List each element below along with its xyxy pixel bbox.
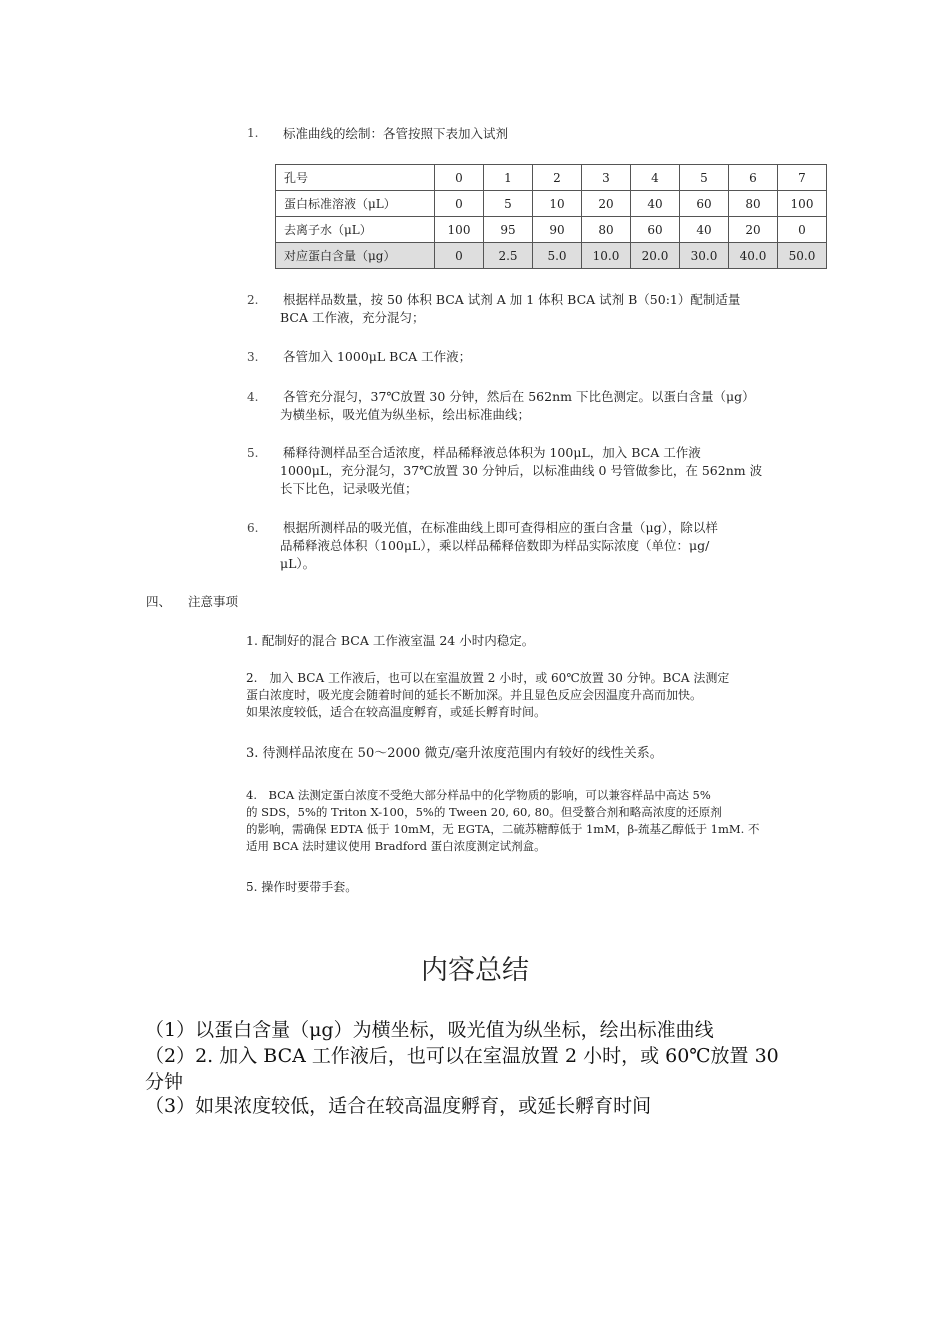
table-cell: 7 xyxy=(778,165,827,191)
step-text: 品稀释液总体积（100μL），乘以样品稀释倍数即为样品实际浓度（单位：μg/ xyxy=(280,538,710,553)
table-cell: 0 xyxy=(435,243,484,269)
note-item: 5. 操作时要带手套。 xyxy=(246,880,358,894)
table-row xyxy=(276,243,827,269)
summary-line: （2）2. 加入 BCA 工作液后，也可以在室温放置 2 小时，或 60℃放置 30 xyxy=(145,1045,779,1067)
table-cell: 5.0 xyxy=(533,243,582,269)
note-item: 如果浓度较低，适合在较高温度孵育，或延长孵育时间。 xyxy=(246,705,547,719)
summary-line: 分钟 xyxy=(145,1071,184,1093)
note-item: 3. 待测样品浓度在 50～2000 微克/毫升浓度范围内有较好的线性关系。 xyxy=(246,746,663,761)
table-cell: 30.0 xyxy=(680,243,729,269)
table-cell: 0 xyxy=(435,165,484,191)
row-label: 蛋白标准溶液（μL） xyxy=(276,191,435,217)
table-cell: 0 xyxy=(778,217,827,243)
table-cell: 0 xyxy=(435,191,484,217)
row-label: 对应蛋白含量（μg） xyxy=(276,243,435,269)
step-number: 6. xyxy=(247,521,259,535)
table-cell: 60 xyxy=(680,191,729,217)
table-cell: 90 xyxy=(533,217,582,243)
table-cell: 95 xyxy=(484,217,533,243)
summary-line: （1）以蛋白含量（μg）为横坐标，吸光值为纵坐标，绘出标准曲线 xyxy=(145,1019,714,1041)
note-item: 的影响，需确保 EDTA 低于 10mM，无 EGTA，二硫苏糖醇低于 1mM，β-巯基乙醇低于 1mM. 不 xyxy=(246,822,760,836)
step-number: 1. xyxy=(247,126,259,140)
step-text: 长下比色，记录吸光值； xyxy=(280,481,418,496)
note-item: 适用 BCA 法时建议使用 Bradford 蛋白浓度测定试剂盒。 xyxy=(246,839,546,853)
step-number: 2. xyxy=(247,293,259,307)
section-title: 注意事项 xyxy=(188,594,239,609)
row-label: 孔号 xyxy=(276,165,435,191)
table-cell: 40.0 xyxy=(729,243,778,269)
table-cell: 4 xyxy=(631,165,680,191)
section-number: 四、 xyxy=(146,594,172,609)
summary-title: 内容总结 xyxy=(421,955,529,986)
table-cell: 5 xyxy=(484,191,533,217)
step-text: BCA 工作液，充分混匀； xyxy=(280,310,425,325)
step-text: 根据所测样品的吸光值，在标准曲线上即可查得相应的蛋白含量（μg），除以样 xyxy=(283,520,718,535)
step-text: 1000μL，充分混匀，37℃放置 30 分钟后，以标准曲线 0 号管做参比，在 562nm 波 xyxy=(280,463,763,478)
step-text: 标准曲线的绘制：各管按照下表加入试剂 xyxy=(283,126,509,141)
table-cell: 100 xyxy=(435,217,484,243)
table-cell: 2 xyxy=(533,165,582,191)
note-item: 4. BCA 法测定蛋白浓度不受绝大部分样品中的化学物质的影响，可以兼容样品中高达 5% xyxy=(246,788,711,802)
step-number: 5. xyxy=(247,446,259,460)
table-cell: 10.0 xyxy=(582,243,631,269)
table-cell: 40 xyxy=(631,191,680,217)
step-text: μL）。 xyxy=(280,556,316,571)
table-cell: 6 xyxy=(729,165,778,191)
table-cell: 60 xyxy=(631,217,680,243)
table-row xyxy=(276,191,827,217)
table-cell: 20 xyxy=(582,191,631,217)
note-item: 的 SDS，5%的 Triton X-100，5%的 Tween 20, 60, 80。但受螯合剂和略高浓度的还原剂 xyxy=(246,805,722,819)
summary-line: （3）如果浓度较低，适合在较高温度孵育，或延长孵育时间 xyxy=(145,1095,652,1117)
table-cell: 3 xyxy=(582,165,631,191)
note-item: 蛋白浓度时，吸光度会随着时间的延长不断加深。并且显色反应会因温度升高而加快。 xyxy=(246,688,703,702)
step-text: 各管加入 1000μL BCA 工作液； xyxy=(283,349,472,364)
step-number: 3. xyxy=(247,350,259,364)
table-row xyxy=(276,217,827,243)
table-cell: 5 xyxy=(680,165,729,191)
step-text: 各管充分混匀，37℃放置 30 分钟，然后在 562nm 下比色测定。以蛋白含量（μg） xyxy=(283,389,755,404)
table-cell: 1 xyxy=(484,165,533,191)
table-row xyxy=(276,165,827,191)
table-cell: 2.5 xyxy=(484,243,533,269)
table-cell: 20.0 xyxy=(631,243,680,269)
standard-curve-table xyxy=(275,164,827,269)
table-cell: 40 xyxy=(680,217,729,243)
table-cell: 20 xyxy=(729,217,778,243)
note-item: 1. 配制好的混合 BCA 工作液室温 24 小时内稳定。 xyxy=(246,633,535,648)
table-cell: 80 xyxy=(729,191,778,217)
table-cell: 80 xyxy=(582,217,631,243)
table-cell: 100 xyxy=(778,191,827,217)
note-item: 2. 加入 BCA 工作液后，也可以在室温放置 2 小时，或 60℃放置 30 分钟。BCA 法测定 xyxy=(246,671,730,685)
table-cell: 50.0 xyxy=(778,243,827,269)
table-cell: 10 xyxy=(533,191,582,217)
step-number: 4. xyxy=(247,390,259,404)
step-text: 为横坐标，吸光值为纵坐标，绘出标准曲线； xyxy=(280,407,531,422)
row-label: 去离子水（μL） xyxy=(276,217,435,243)
step-text: 稀释待测样品至合适浓度，样品稀释液总体积为 100μL，加入 BCA 工作液 xyxy=(283,445,701,460)
step-text: 根据样品数量，按 50 体积 BCA 试剂 A 加 1 体积 BCA 试剂 B（50:1）配制适量 xyxy=(283,292,741,307)
